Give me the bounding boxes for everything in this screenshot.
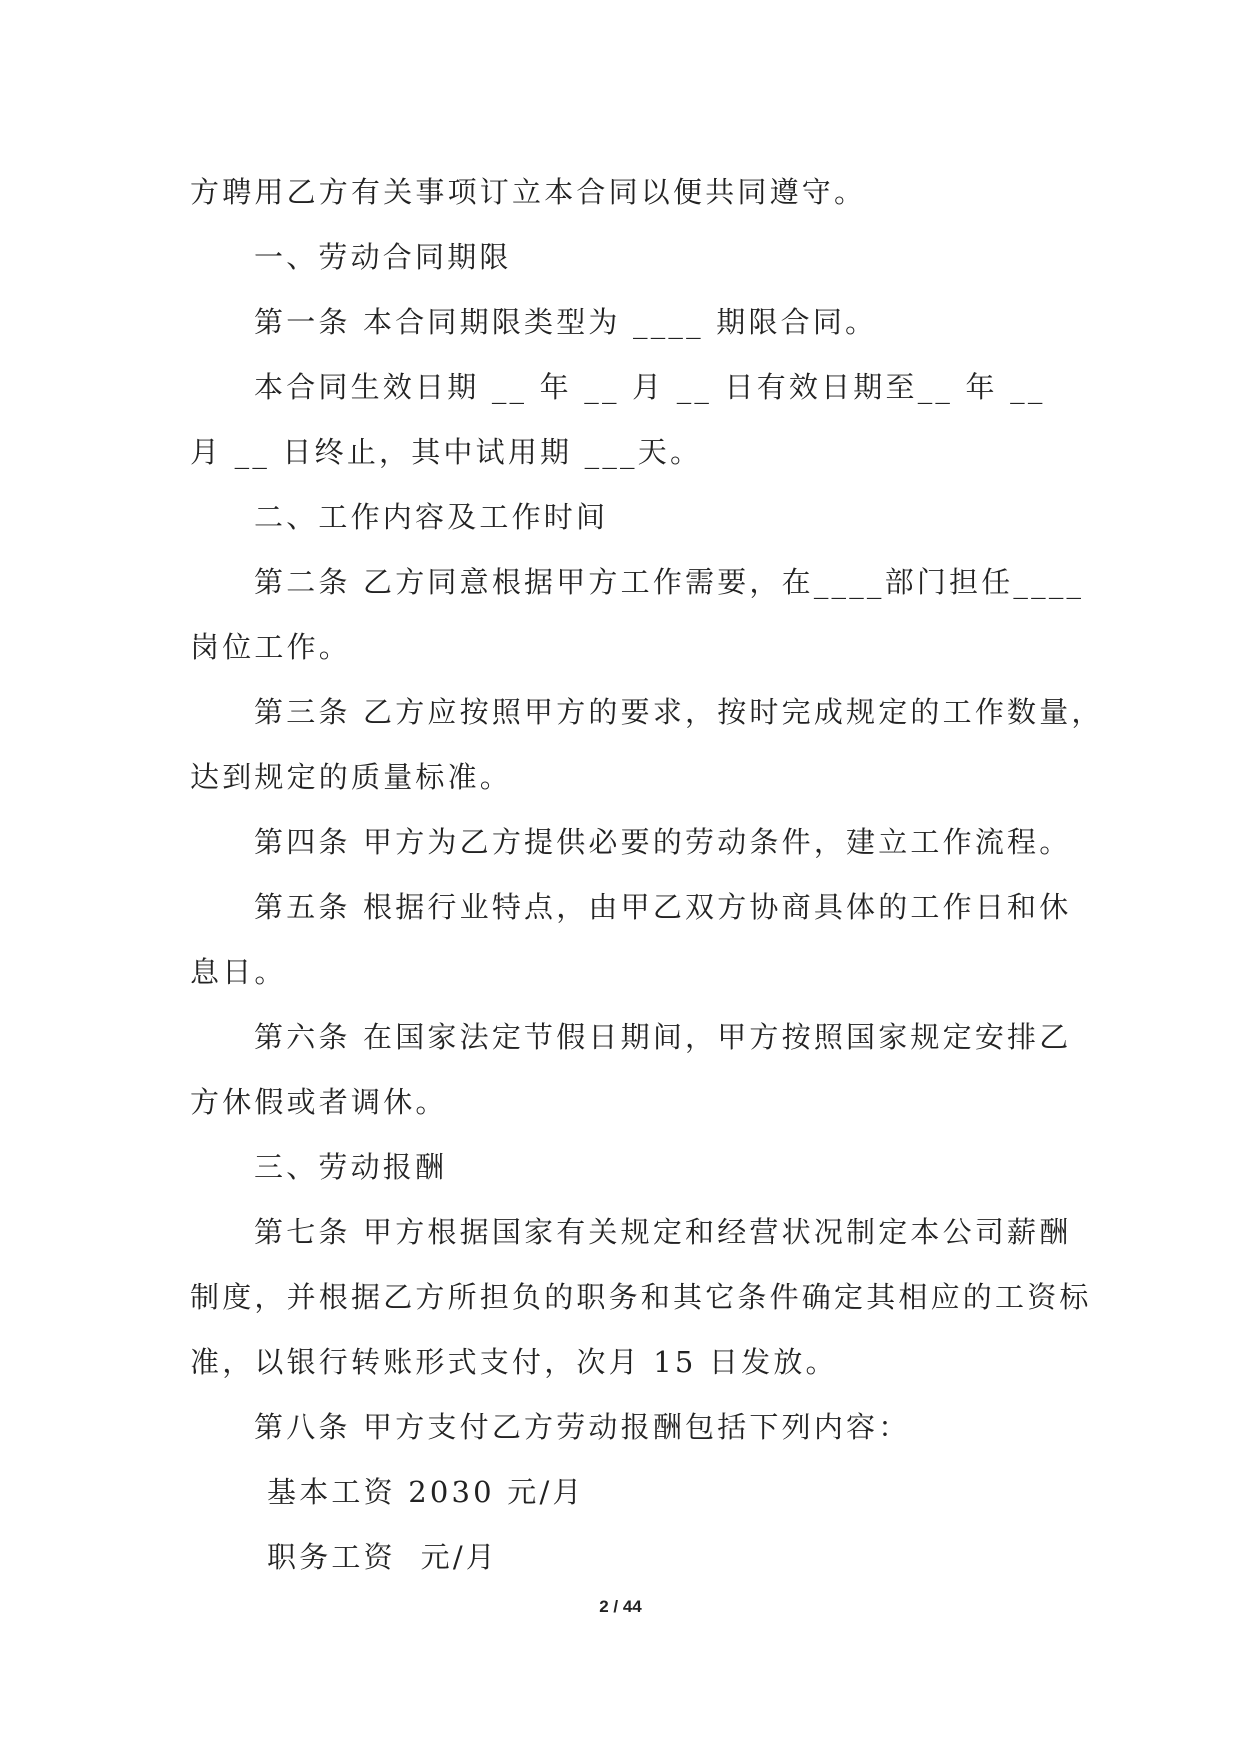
- section-heading: 二、工作内容及工作时间: [254, 500, 609, 534]
- text-line: 岗位工作。: [190, 630, 352, 664]
- text-line: 准，以银行转账形式支付，次月 15 日发放。: [190, 1345, 838, 1379]
- clause-line: 第五条 根据行业特点，由甲乙双方协商具体的工作日和休: [254, 890, 1072, 924]
- clause-line: 第八条 甲方支付乙方劳动报酬包括下列内容：: [254, 1410, 911, 1444]
- page-body: [190, 160, 1104, 1590]
- clause-line: 第六条 在国家法定节假日期间，甲方按照国家规定安排乙: [254, 1020, 1072, 1054]
- section-heading: 三、劳动报酬: [254, 1150, 448, 1184]
- salary-item: 职务工资 元/月: [267, 1540, 499, 1574]
- clause-line: 第一条 本合同期限类型为 ____ 期限合同。: [254, 305, 878, 339]
- clause-line: 第二条 乙方同意根据甲方工作需要，在____部门担任____: [254, 565, 1085, 599]
- text-line: 制度，并根据乙方所担负的职务和其它条件确定其相应的工资标: [190, 1280, 1092, 1314]
- text-line: 达到规定的质量标准。: [190, 760, 513, 794]
- text-line: 方聘用乙方有关事项订立本合同以便共同遵守。: [190, 175, 867, 209]
- clause-line: 第七条 甲方根据国家有关规定和经营状况制定本公司薪酬: [254, 1215, 1072, 1249]
- clause-line: 第三条 乙方应按照甲方的要求，按时完成规定的工作数量，: [254, 695, 1104, 729]
- text-line: 方休假或者调休。: [190, 1085, 448, 1119]
- salary-item: 基本工资 2030 元/月: [267, 1475, 585, 1509]
- text-line: 月 __ 日终止，其中试用期 ___天。: [190, 435, 703, 469]
- text-line: 本合同生效日期 __ 年 __ 月 __ 日有效日期至__ 年 __: [254, 370, 1046, 404]
- page-number: 2 / 44: [599, 1597, 642, 1616]
- section-heading: 一、劳动合同期限: [254, 240, 512, 274]
- clause-line: 第四条 甲方为乙方提供必要的劳动条件，建立工作流程。: [254, 825, 1072, 859]
- text-line: 息日。: [190, 955, 287, 989]
